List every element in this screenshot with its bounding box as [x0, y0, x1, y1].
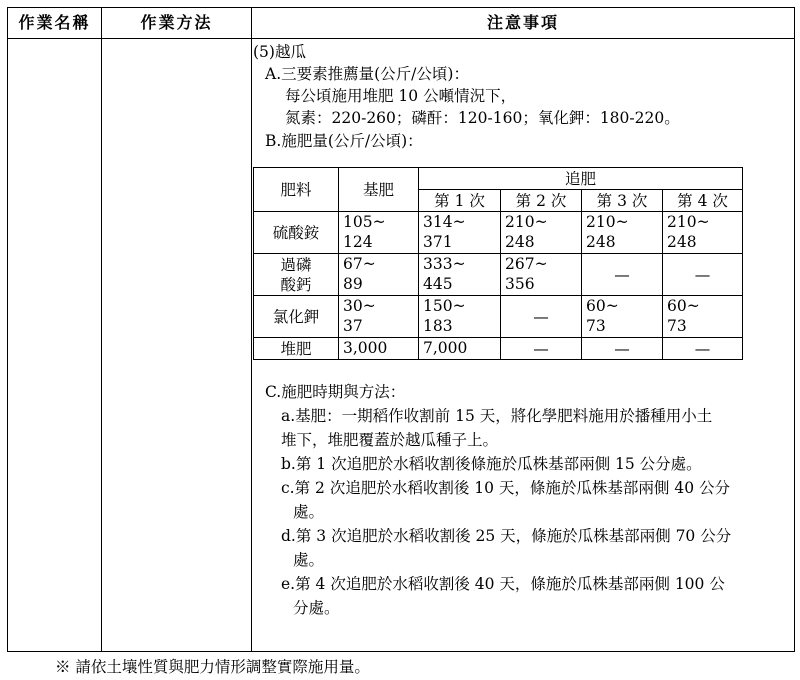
cell-value: — [614, 265, 630, 284]
cell-value: — [533, 307, 549, 326]
cell-value: 7,000 [423, 339, 468, 357]
cell-value: 73 [667, 317, 687, 335]
table-header-fertilizer: 肥料 [254, 168, 339, 212]
table-header-time-4: 第 4 次 [663, 190, 743, 212]
table-row [254, 254, 743, 296]
row-name: 過磷 [280, 255, 312, 274]
table-header-time-1: 第 1 次 [419, 190, 501, 212]
table-row [254, 212, 743, 254]
nutrient-values: 氮素：220-260；磷酐：120-160；氧化鉀：180-220。 [285, 109, 680, 127]
cell-value: 60~ [667, 297, 700, 315]
cell-value: 105~ [343, 213, 386, 231]
fertilizer-amount-title: B.施肥量(公斤/公頃)： [265, 132, 423, 150]
cell-value: 210~ [586, 213, 629, 231]
cell-value: 183 [423, 317, 453, 335]
footnote: ※ 請依土壤性質與肥力情形調整實際施用量。 [55, 658, 370, 676]
table-header-topdressing: 追肥 [419, 168, 743, 190]
table-header-base: 基肥 [339, 168, 419, 212]
cell-value: 67~ [343, 255, 376, 273]
header-operation-name: 作業名稱 [18, 13, 91, 32]
nutrient-recommendation-title: A.三要素推薦量(公斤/公頃)： [265, 65, 469, 83]
table-header-time-2: 第 2 次 [501, 190, 582, 212]
fertilizer-table [253, 167, 743, 360]
method-d-line1: d.第 3 次追肥於水稻收割後 25 天，條施於瓜株基部兩側 70 公分 [281, 527, 732, 545]
cell-value: — [694, 339, 711, 358]
cell-value: 60~ [586, 297, 619, 315]
cell-value: — [533, 339, 549, 358]
cell-value: 248 [667, 233, 697, 251]
cell-value: 248 [505, 233, 535, 251]
cell-value: 124 [343, 233, 373, 251]
cell-value: 210~ [505, 213, 548, 231]
section-title: (5)越瓜 [253, 43, 306, 61]
document-table [7, 7, 795, 652]
method-d-line2: 處。 [293, 551, 325, 569]
header-notes: 注意事項 [486, 13, 559, 32]
cell-value: 314~ [423, 213, 466, 231]
method-a-line1: a.基肥：一期稻作收割前 15 天，將化學肥料施用於播種用小土 [281, 407, 713, 425]
table-row [254, 296, 743, 338]
row-name: 堆肥 [280, 339, 312, 358]
cell-value: 371 [423, 233, 453, 251]
table-header-time-3: 第 3 次 [582, 190, 663, 212]
cell-value: 248 [586, 233, 616, 251]
timing-method-title: C.施肥時期與方法： [265, 383, 406, 401]
method-e-line2: 分處。 [293, 599, 340, 617]
notes-content [252, 40, 790, 651]
cell-value: 89 [343, 275, 363, 293]
method-b-line1: b.第 1 次追肥於水稻收割後條施於瓜株基部兩側 15 公分處。 [281, 455, 702, 473]
method-c-line1: c.第 2 次追肥於水稻收割後 10 天，條施於瓜株基部兩側 40 公分 [281, 479, 730, 497]
cell-value: — [614, 339, 630, 358]
cell-value: 150~ [423, 297, 466, 315]
cell-value: 267~ [505, 255, 548, 273]
cell-value: 210~ [667, 213, 710, 231]
cell-value: 30~ [343, 297, 376, 315]
row-name: 酸鈣 [280, 275, 312, 294]
cell-value: 333~ [423, 255, 466, 273]
cell-value: 356 [505, 275, 535, 293]
method-a-line2: 堆下，堆肥覆蓋於越瓜種子上。 [281, 431, 499, 449]
row-name: 氯化鉀 [272, 307, 320, 326]
cell-value: 73 [586, 317, 606, 335]
header-operation-method: 作業方法 [140, 13, 213, 32]
cell-value: — [694, 265, 711, 284]
method-c-line2: 處。 [293, 503, 325, 521]
method-e-line1: e.第 4 次追肥於水稻收割後 40 天，條施於瓜株基部兩側 100 公 [281, 575, 725, 593]
table-row [254, 338, 743, 360]
nutrient-condition: 每公頃施用堆肥 10 公噸情況下， [285, 87, 517, 105]
cell-value: 445 [423, 275, 453, 293]
cell-value: 3,000 [343, 339, 388, 357]
row-name: 硫酸銨 [272, 223, 320, 242]
header-row [8, 8, 794, 39]
cell-value: 37 [343, 317, 363, 335]
column-divider-1 [101, 8, 102, 651]
